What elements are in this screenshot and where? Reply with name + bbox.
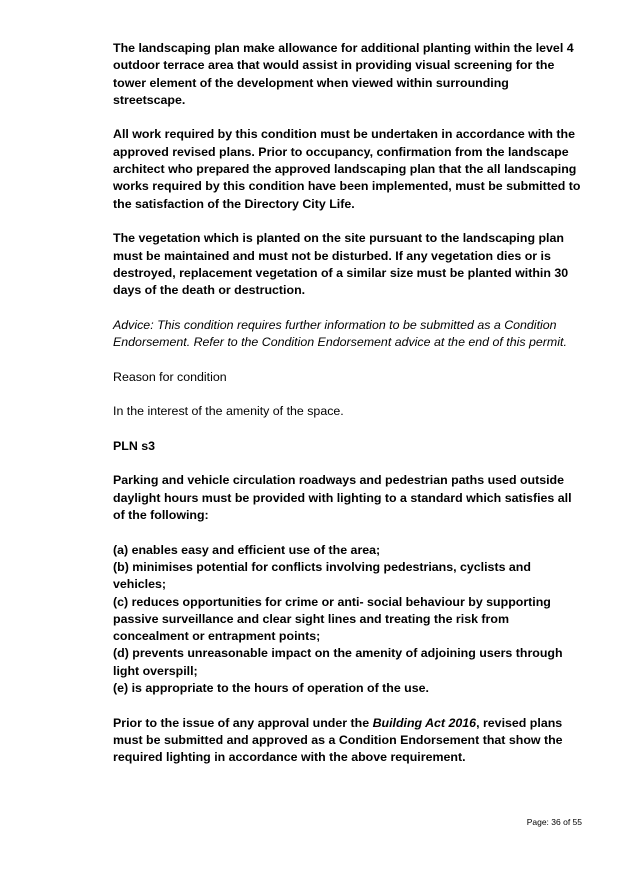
list-item: (c) reduces opportunities for crime or anti- social behaviour by supporting passive surveillance and clear sight lines and treating the risk from concealment or entrapment points; [113,594,551,644]
page-number: Page: 36 of 55 [526,817,582,827]
list-item: (a) enables easy and efficient use of the area; [113,542,381,557]
list-item: (d) prevents unreasonable impact on the amenity of adjoining users through light overspill; [113,646,563,678]
approval-paragraph [113,715,583,767]
advice-paragraph: Advice: This condition requires further information to be submitted as a Condition Endorsement. Refer to the Condition Endorsement advice at the end of this permit. [113,317,567,350]
list-item: (b) minimises potential for conflicts involving pedestrians, cyclists and vehicles; [113,559,531,592]
lighting-paragraph: Parking and vehicle circulation roadways and pedestrian paths used outside daylight hours must be provided with lighting to a standard which satisfies all of the following: [113,473,572,523]
document-page [113,40,583,766]
list-item: (e) is appropriate to the hours of operation of the use. [113,680,429,695]
reason-label: Reason for condition [113,369,227,384]
work-required-paragraph: All work required by this condition must be undertaken in accordance with the approved revised plans. Prior to occupancy, confirmation from the landscape architect who prepared the approved landscaping plan that the all landscaping works required by this condition have been implemented, must be submitted to the satisfaction of the Directory City Life. [113,127,581,211]
lighting-requirements-list [113,542,583,698]
approval-text-start: Prior to the issue of any approval under the [113,715,373,730]
section-heading: PLN s3 [113,438,156,453]
vegetation-paragraph: The vegetation which is planted on the site pursuant to the landscaping plan must be maintained and must not be disturbed. If any vegetation dies or is destroyed, replacement vegetation of a similar size must be planted within 30 days of the death or destruction. [113,231,569,298]
approval-text-end: , revised plans must be submitted and approved as a Condition Endorsement that show the required lighting in accordance with the above requirement. [113,715,563,765]
landscaping-paragraph: The landscaping plan make allowance for additional planting within the level 4 outdoor terrace area that would assist in providing visual screening for the tower element of the development when viewed within surrounding streetscape. [113,41,574,107]
building-act-reference: Building Act 2016 [372,715,477,730]
reason-text: In the interest of the amenity of the space. [113,404,344,419]
